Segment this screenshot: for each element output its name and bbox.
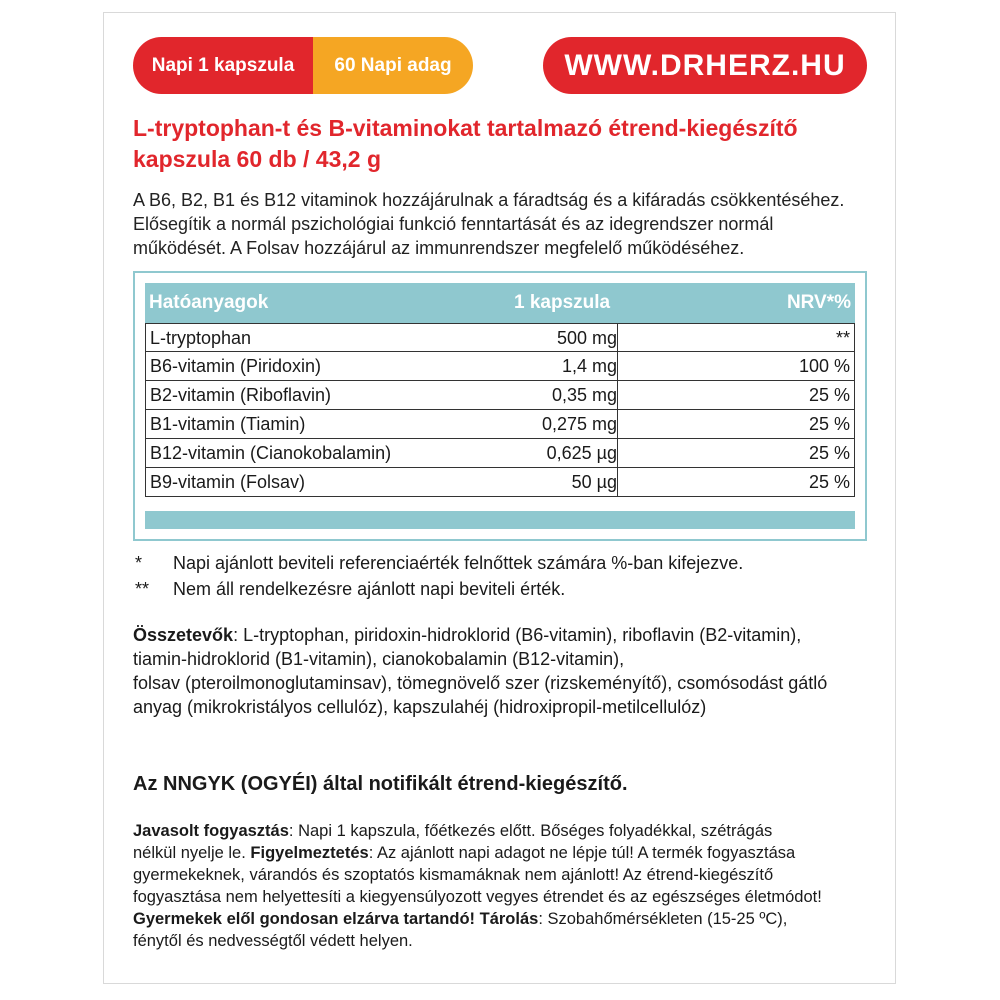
header-per-capsule: 1 kapszula — [514, 292, 611, 313]
storage-text: fénytől és nedvességtől védett helyen. — [133, 932, 413, 950]
ingredient-nrv: 25 % — [808, 443, 850, 463]
storage-text: : Szobahőmérsékleten (15-25 ºC), — [538, 910, 788, 928]
ingredient-amount: 1,4 mg — [561, 356, 617, 376]
table-header — [145, 283, 855, 323]
footnote — [133, 550, 893, 576]
ingredient-name: B12-vitamin (Cianokobalamin) — [150, 443, 392, 463]
ingredient-nrv: ** — [835, 328, 850, 348]
table-footer-bar — [145, 511, 855, 529]
usage-label: Javasolt fogyasztás — [133, 822, 289, 840]
intro-line-2: Elősegítik a normál pszichológiai funkció fenntartását és az idegrendszer normál — [133, 214, 774, 234]
table-row — [145, 410, 855, 439]
usage-section — [133, 820, 893, 952]
ingredients-section — [133, 623, 893, 719]
ingredient-amount: 500 mg — [556, 328, 617, 348]
warning-text: fogyasztása nem helyettesíti a kiegyensúlyozott vegyes étrendet és az egészséges életmódot! — [133, 888, 822, 906]
footnote-text: Nem áll rendelkezésre ajánlott napi beviteli érték. — [173, 579, 566, 599]
ingredient-nrv: 25 % — [808, 472, 850, 492]
storage-label: Gyermekek elől gondosan elzárva tartandó! Tárolás — [133, 910, 539, 928]
ingredient-name: B1-vitamin (Tiamin) — [150, 414, 306, 434]
ingredient-amount: 0,625 µg — [546, 443, 617, 463]
warning-text: : Az ajánlott napi adagot ne lépje túl! A termék fogyasztása — [368, 844, 796, 862]
ingredient-name: B9-vitamin (Folsav) — [150, 472, 306, 492]
warning-label: Figyelmeztetés — [250, 844, 369, 862]
ingredient-nrv: 25 % — [808, 385, 850, 405]
nutrition-table — [133, 271, 867, 541]
website-pill: WWW.DRHERZ.HU — [543, 37, 867, 94]
notification-statement: Az NNGYK (OGYÉI) által notifikált étrend-kiegészítő. — [133, 773, 628, 795]
dosage-pill — [133, 37, 473, 94]
usage-text: nélkül nyelje le. — [133, 844, 251, 862]
header-nrv: NRV*% — [786, 292, 851, 313]
intro-line-3: működését. A Folsav hozzájárul az immunrendszer megfelelő működéséhez. — [133, 238, 745, 258]
intro-line-1: A B6, B2, B1 és B12 vitaminok hozzájárulnak a fáradtság és a kifáradás csökkentéséhez. — [133, 190, 845, 210]
ingredient-name: B6-vitamin (Piridoxin) — [150, 356, 322, 376]
intro-text — [133, 188, 893, 260]
table-row — [145, 323, 855, 352]
ingredient-amount: 0,35 mg — [551, 385, 617, 405]
header-active-ingredients: Hatóanyagok — [149, 292, 269, 313]
product-title — [133, 113, 873, 175]
footnote — [133, 576, 893, 602]
ingredients-label: Összetevők — [133, 625, 234, 645]
table-row — [145, 468, 855, 497]
footnote-text: Napi ajánlott beviteli referenciaérték felnőttek számára %-ban kifejezve. — [173, 553, 744, 573]
ingredients-line-4: anyag (mikrokristályos cellulóz), kapszulahéj (hidroxipropil-metilcellulóz) — [133, 697, 707, 717]
ingredient-name: B2-vitamin (Riboflavin) — [150, 385, 332, 405]
ingredient-name: L-tryptophan — [150, 328, 252, 348]
table-row — [145, 439, 855, 468]
table-row — [145, 352, 855, 381]
table-row — [145, 381, 855, 410]
ingredient-amount: 50 µg — [571, 472, 617, 492]
ingredient-nrv: 100 % — [798, 356, 850, 376]
title-line-1: L-tryptophan-t és B-vitaminokat tartalmazó étrend-kiegészítő — [133, 115, 798, 141]
daily-dose-label: Napi 1 kapszula — [133, 37, 313, 94]
title-line-2: kapszula 60 db / 43,2 g — [133, 146, 381, 172]
footnote-mark: * — [135, 553, 143, 573]
servings-label: 60 Napi adag — [313, 37, 473, 94]
ingredients-line-3: folsav (pteroilmonoglutaminsav), tömegnövelő szer (rizskeményítő), csomósodást gátló — [133, 673, 828, 693]
usage-text: : Napi 1 kapszula, főétkezés előtt. Bőséges folyadékkal, szétrágás — [288, 822, 773, 840]
warning-text: gyermekeknek, várandós és szoptatós kismamáknak nem ajánlott! Az étrend-kiegészítő — [133, 866, 774, 884]
ingredients-line-1: : L-tryptophan, piridoxin-hidroklorid (B6-vitamin), riboflavin (B2-vitamin), — [233, 625, 802, 645]
footnote-mark: ** — [135, 579, 150, 599]
ingredient-nrv: 25 % — [808, 414, 850, 434]
ingredients-line-2: tiamin-hidroklorid (B1-vitamin), cianokobalamin (B12-vitamin), — [133, 649, 625, 669]
footnotes — [133, 550, 893, 602]
ingredient-amount: 0,275 mg — [541, 414, 617, 434]
